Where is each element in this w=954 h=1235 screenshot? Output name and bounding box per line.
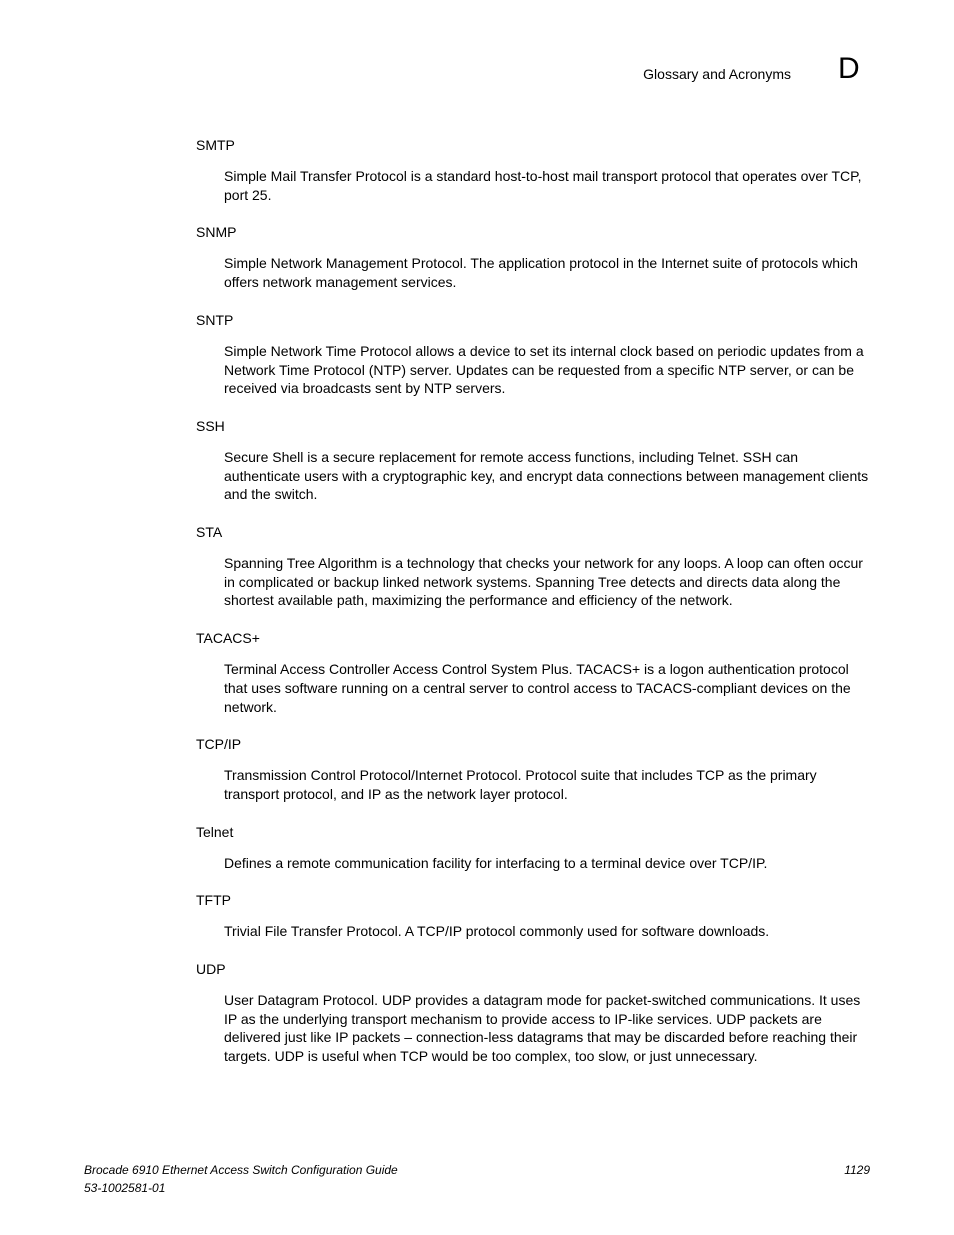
glossary-definition: Terminal Access Controller Access Control System Plus. TACACS+ is a logon authentication protocol that uses software running on a central server to control access to TACACS-compliant devices on the network. bbox=[224, 661, 851, 715]
glossary-entry-sta bbox=[196, 523, 876, 610]
glossary-definition: Simple Mail Transfer Protocol is a standard host-to-host mail transport protocol that operates over TCP, port 25. bbox=[224, 168, 862, 203]
glossary-term: TACACS+ bbox=[196, 630, 260, 647]
glossary-entry-udp bbox=[196, 960, 876, 1066]
glossary-definition: Simple Network Management Protocol. The application protocol in the Internet suite of protocols which offers network management services. bbox=[224, 255, 858, 291]
glossary-term: TFTP bbox=[196, 892, 231, 909]
glossary-entry-tacacs bbox=[196, 629, 876, 716]
glossary-definition: User Datagram Protocol. UDP provides a datagram mode for packet-switched communications. It uses IP as the underlying transport mechanism to provide access to IP-like services. UDP packets are delivered just like IP packets – connection-less datagrams that may be discarded before reaching their targets. UDP is useful when TCP would be too complex, too slow, or just unnecessary. bbox=[224, 992, 861, 1065]
glossary-term: STA bbox=[196, 524, 223, 541]
glossary-entry-sntp bbox=[196, 311, 876, 398]
glossary-definition: Spanning Tree Algorithm is a technology that checks your network for any loops. A loop can often occur in complicated or backup linked network systems. Spanning Tree detects and directs data along the shortest available path, maximizing the performance and efficiency of the network. bbox=[224, 555, 863, 609]
glossary-term: UDP bbox=[196, 961, 226, 978]
page-number: 1129 bbox=[844, 1163, 870, 1177]
glossary-term: SNMP bbox=[196, 224, 237, 241]
glossary-term: SSH bbox=[196, 417, 225, 434]
glossary-definition: Trivial File Transfer Protocol. A TCP/IP protocol commonly used for software downloads. bbox=[224, 923, 770, 940]
appendix-letter: D bbox=[838, 52, 860, 85]
glossary-entry-smtp bbox=[196, 136, 876, 204]
glossary-term: SMTP bbox=[196, 137, 235, 153]
glossary-definition: Defines a remote communication facility for interfacing to a terminal device over TCP/IP. bbox=[224, 854, 768, 871]
glossary-definition: Secure Shell is a secure replacement for remote access functions, including Telnet. SSH can authenticate users with a cryptographic key, and encrypt data connections between management clients and the switch. bbox=[224, 448, 869, 503]
glossary-entry-snmp bbox=[196, 223, 876, 291]
glossary-list bbox=[196, 136, 876, 1085]
section-title: Glossary and Acronyms bbox=[643, 66, 791, 82]
glossary-definition: Simple Network Time Protocol allows a device to set its internal clock based on periodic updates from a Network Time Protocol (NTP) server. Updates can be requested from a specific NTP server, or can be received via broadcasts sent by NTP servers. bbox=[224, 342, 864, 397]
footer bbox=[84, 1161, 398, 1197]
footer-document-number: 53-1002581-01 bbox=[84, 1181, 166, 1195]
glossary-entry-tftp bbox=[196, 891, 876, 941]
glossary-entry-telnet bbox=[196, 823, 876, 873]
glossary-term: TCP/IP bbox=[196, 736, 242, 753]
glossary-definition: Transmission Control Protocol/Internet Protocol. Protocol suite that includes TCP as the primary transport protocol, and IP as the network layer protocol. bbox=[224, 767, 817, 802]
footer-document-title: Brocade 6910 Ethernet Access Switch Configuration Guide bbox=[84, 1163, 398, 1177]
glossary-term: SNTP bbox=[196, 311, 234, 328]
glossary-entry-ssh bbox=[196, 417, 876, 504]
glossary-term: Telnet bbox=[196, 823, 234, 840]
glossary-entry-tcpip bbox=[196, 735, 876, 803]
